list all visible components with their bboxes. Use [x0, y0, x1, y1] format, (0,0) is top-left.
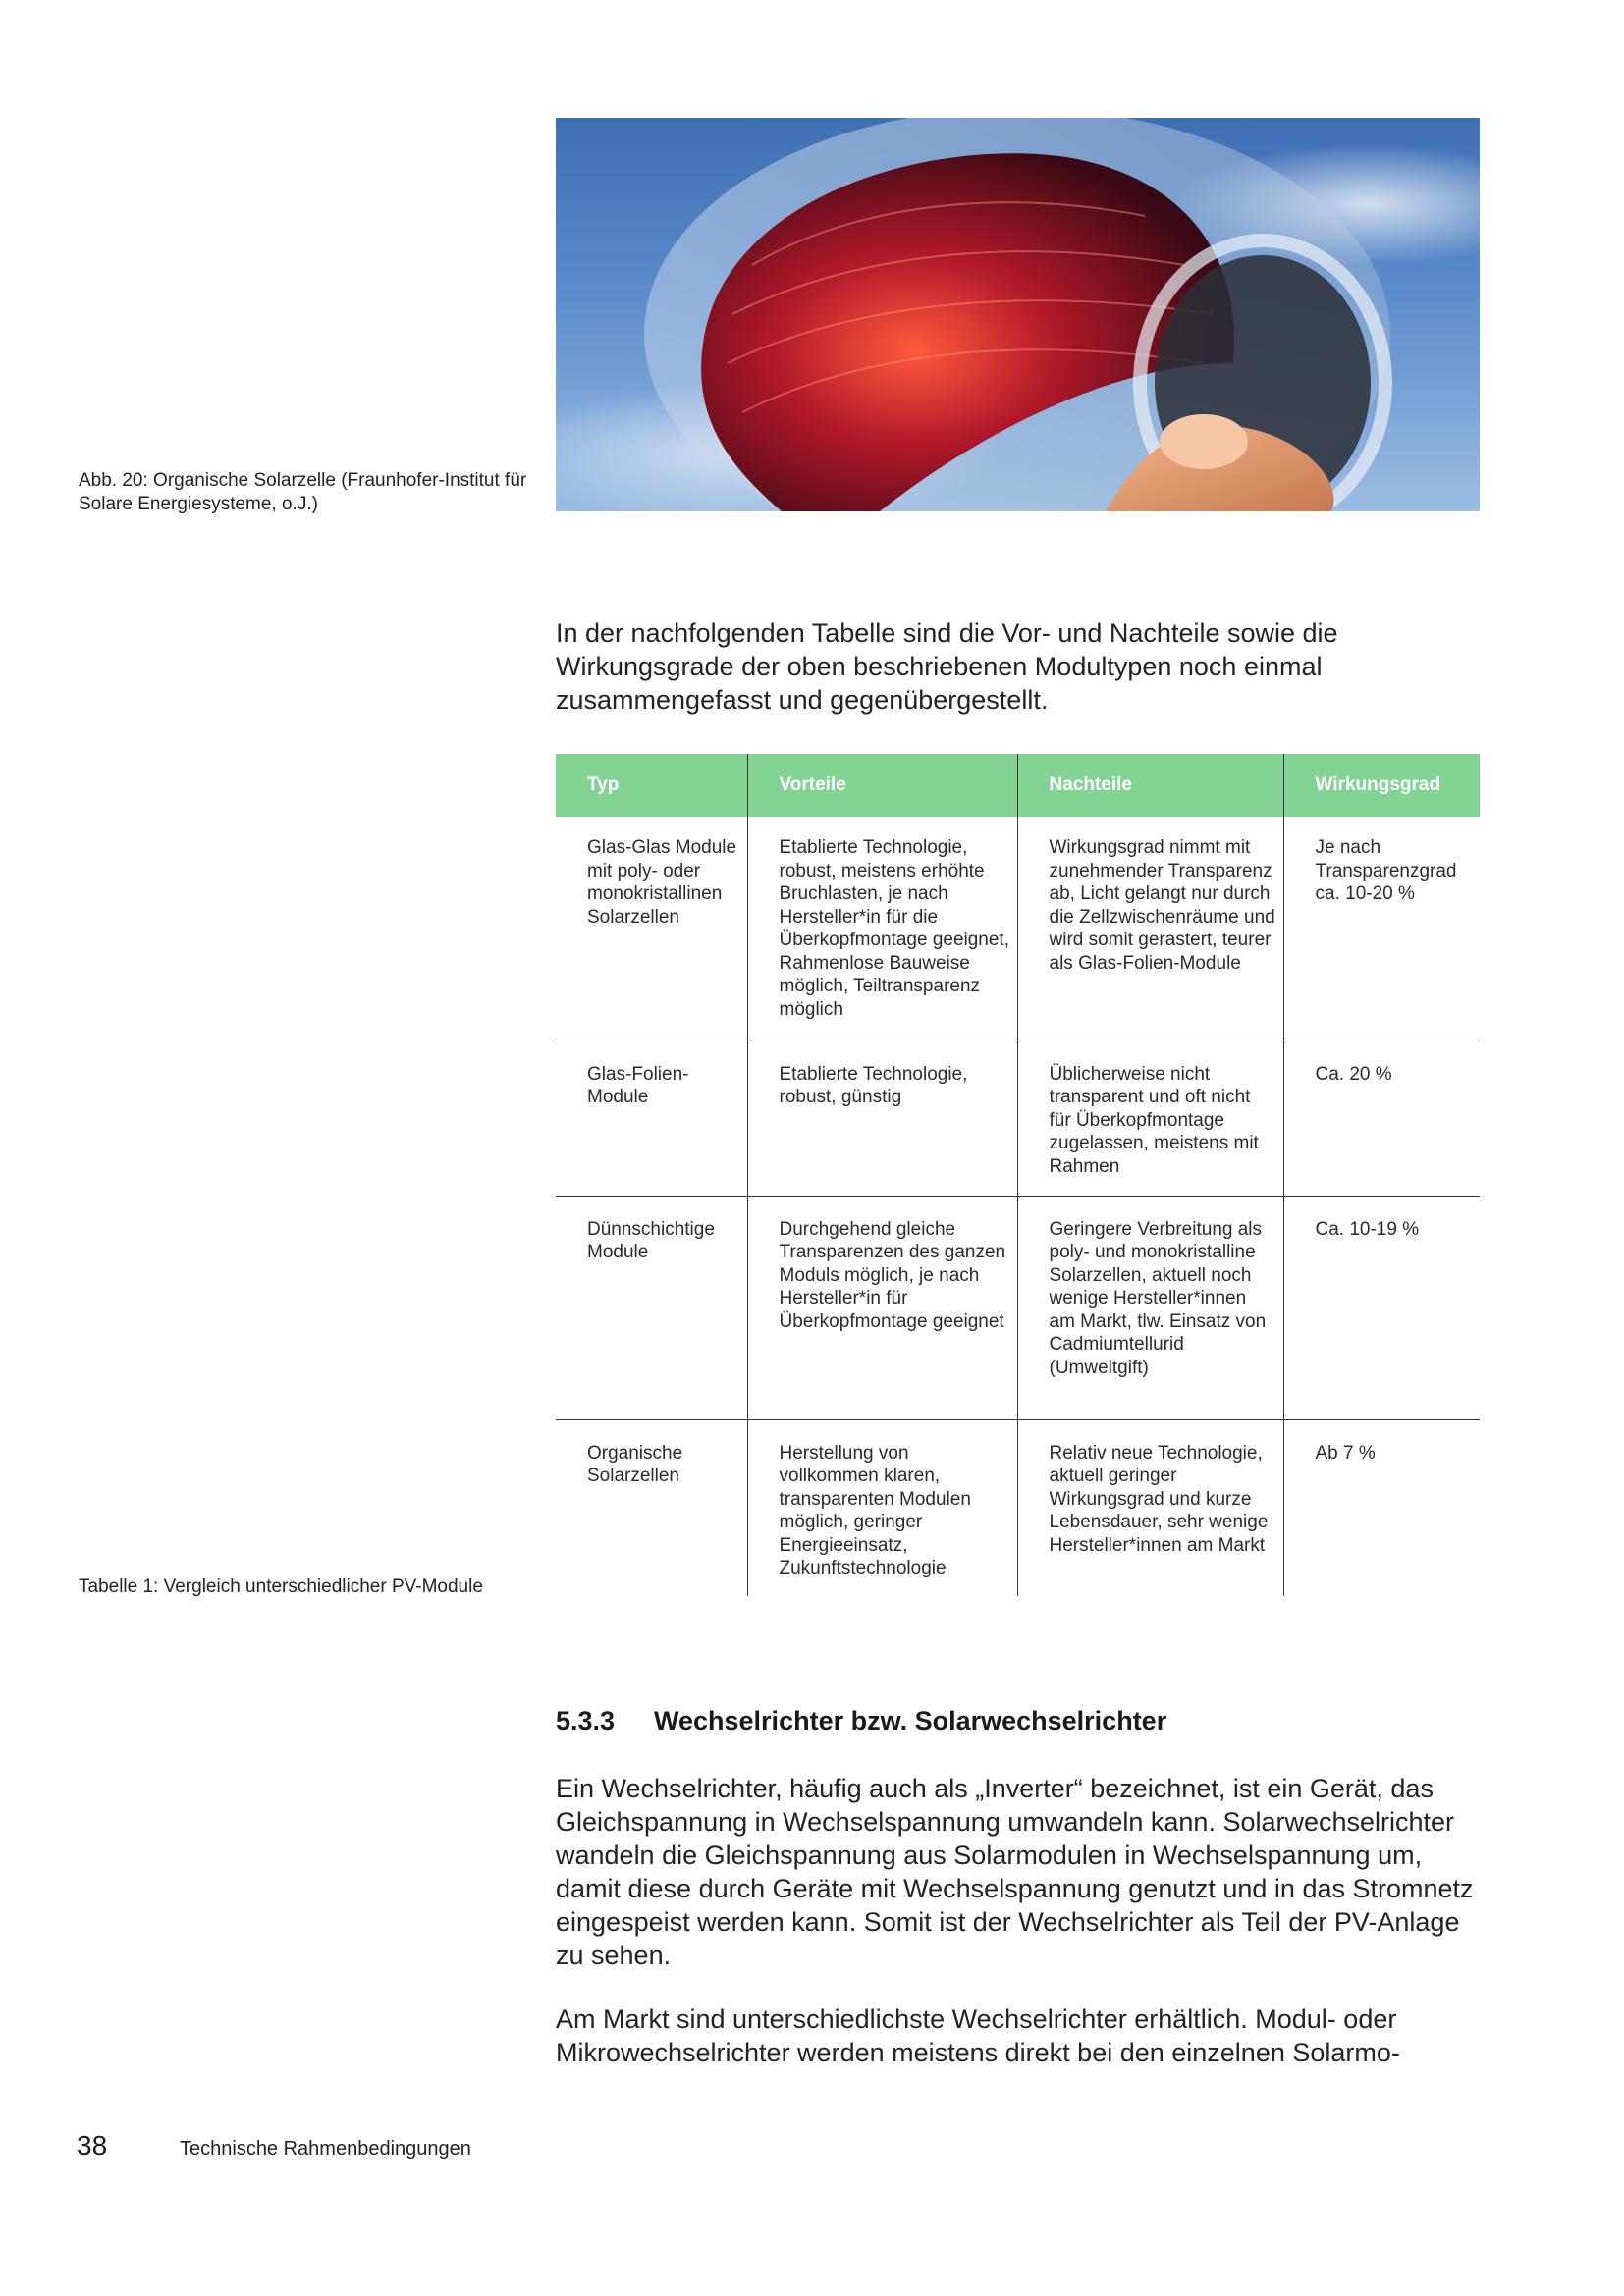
- cell-vorteile: Etablierte Technologie, robust, meistens erhöhte Bruchlasten, je nach Hersteller*in für die Überkopfmontage geeignet, Rahmenlose Bauweise möglich, Teiltransparenz möglich: [747, 817, 1017, 1041]
- cell-typ: Glas-Glas Module mit poly- oder monokristallinen Solarzellen: [587, 837, 737, 928]
- cell-nachteile: Relativ neue Technologie, aktuell geringer Wirkungsgrad und kurze Lebensdauer, sehr wenige Hersteller*innen am Markt: [1017, 1419, 1283, 1596]
- intro-paragraph: In der nachfolgenden Tabelle sind die Vor- und Nachteile sowie die Wirkungsgrade der oben beschriebenen Modultypen noch einmal zusammengefasst und gegenübergestellt.: [556, 618, 1338, 715]
- table-row: [556, 1041, 1480, 1196]
- organic-solar-cell-illustration: [556, 118, 1480, 511]
- table-row: [556, 1419, 1480, 1596]
- pv-module-comparison-table: [556, 754, 1480, 1596]
- table-row: [556, 1196, 1480, 1419]
- cell-wirkungsgrad: Ca. 10-19 %: [1283, 1196, 1480, 1419]
- section-title: Wechselrichter bzw. Solarwechselrichter: [654, 1706, 1167, 1735]
- cell-wirkungsgrad: Ca. 20 %: [1283, 1041, 1480, 1196]
- page-number: 38: [77, 2130, 108, 2161]
- running-footer-title: Technische Rahmenbedingungen: [180, 2138, 471, 2160]
- cell-typ: Organische Solarzellen: [556, 1419, 747, 1596]
- body-paragraph: Ein Wechselrichter, häufig auch als „Inverter“ bezeichnet, ist ein Gerät, das Gleichspannung in Wechselspannung umwandeln kann. Solarwechselrichter wandeln die Gleichspannung aus Solarmodulen in Wechselspannung um, damit diese durch Geräte mit Wechselspannung genutzt und in das Stromnetz eingespeist werden kann. Somit ist der Wechselrichter als Teil der PV-Anlage zu sehen.: [556, 1774, 1474, 1970]
- table-header-row: [556, 754, 1480, 817]
- header-vorteile: Vorteile: [747, 754, 1017, 817]
- cell-nachteile: Geringere Verbreitung als poly- und monokristalline Solarzellen, aktuell noch wenige Hersteller*innen am Markt, tlw. Einsatz von Cadmiumtellurid (Umweltgift): [1017, 1196, 1283, 1419]
- section-heading: [556, 1706, 1166, 1736]
- header-wirkungsgrad: Wirkungsgrad: [1283, 754, 1480, 817]
- table-caption: Tabelle 1: Vergleich unterschiedlicher PV-Module: [79, 1576, 483, 1597]
- section-number: 5.3.3: [556, 1706, 616, 1735]
- table-row: [556, 817, 1480, 1041]
- figure-caption: Abb. 20: Organische Solarzelle (Fraunhofer-Institut für Solare Energiesysteme, o.J.): [79, 470, 527, 514]
- cell-nachteile: Üblicherweise nicht transparent und oft nicht für Überkopfmontage zugelassen, meistens mit Rahmen: [1017, 1041, 1283, 1196]
- cell-vorteile: Durchgehend gleiche Transparenzen des ganzen Moduls möglich, je nach Hersteller*in für Überkopfmontage geeignet: [747, 1196, 1017, 1419]
- cell-wirkungsgrad: Ab 7 %: [1283, 1419, 1480, 1596]
- body-paragraph: Am Markt sind unterschiedlichste Wechselrichter erhältlich. Modul- oder Mikrowechselrichter werden meistens direkt bei den einzelnen Solarmo-: [556, 2004, 1400, 2067]
- header-nachteile: Nachteile: [1017, 754, 1283, 817]
- cell-wirkungsgrad: Je nach Transparenzgrad ca. 10-20 %: [1283, 817, 1480, 1041]
- cell-vorteile: Etablierte Technologie, robust, günstig: [747, 1041, 1017, 1196]
- cell-vorteile: Herstellung von vollkommen klaren, transparenten Modulen möglich, geringer Energieeinsatz, Zukunftstechnologie: [747, 1419, 1017, 1596]
- header-typ: Typ: [556, 754, 747, 817]
- cell-nachteile: Wirkungsgrad nimmt mit zunehmender Transparenz ab, Licht gelangt nur durch die Zellzwischenräume und wird somit gerastert, teurer als Glas-Folien-Module: [1017, 817, 1283, 1041]
- cell-typ: Glas-Folien-Module: [556, 1041, 747, 1196]
- organic-solar-cell-photo: [556, 118, 1480, 511]
- cell-typ: Dünnschichtige Module: [556, 1196, 747, 1419]
